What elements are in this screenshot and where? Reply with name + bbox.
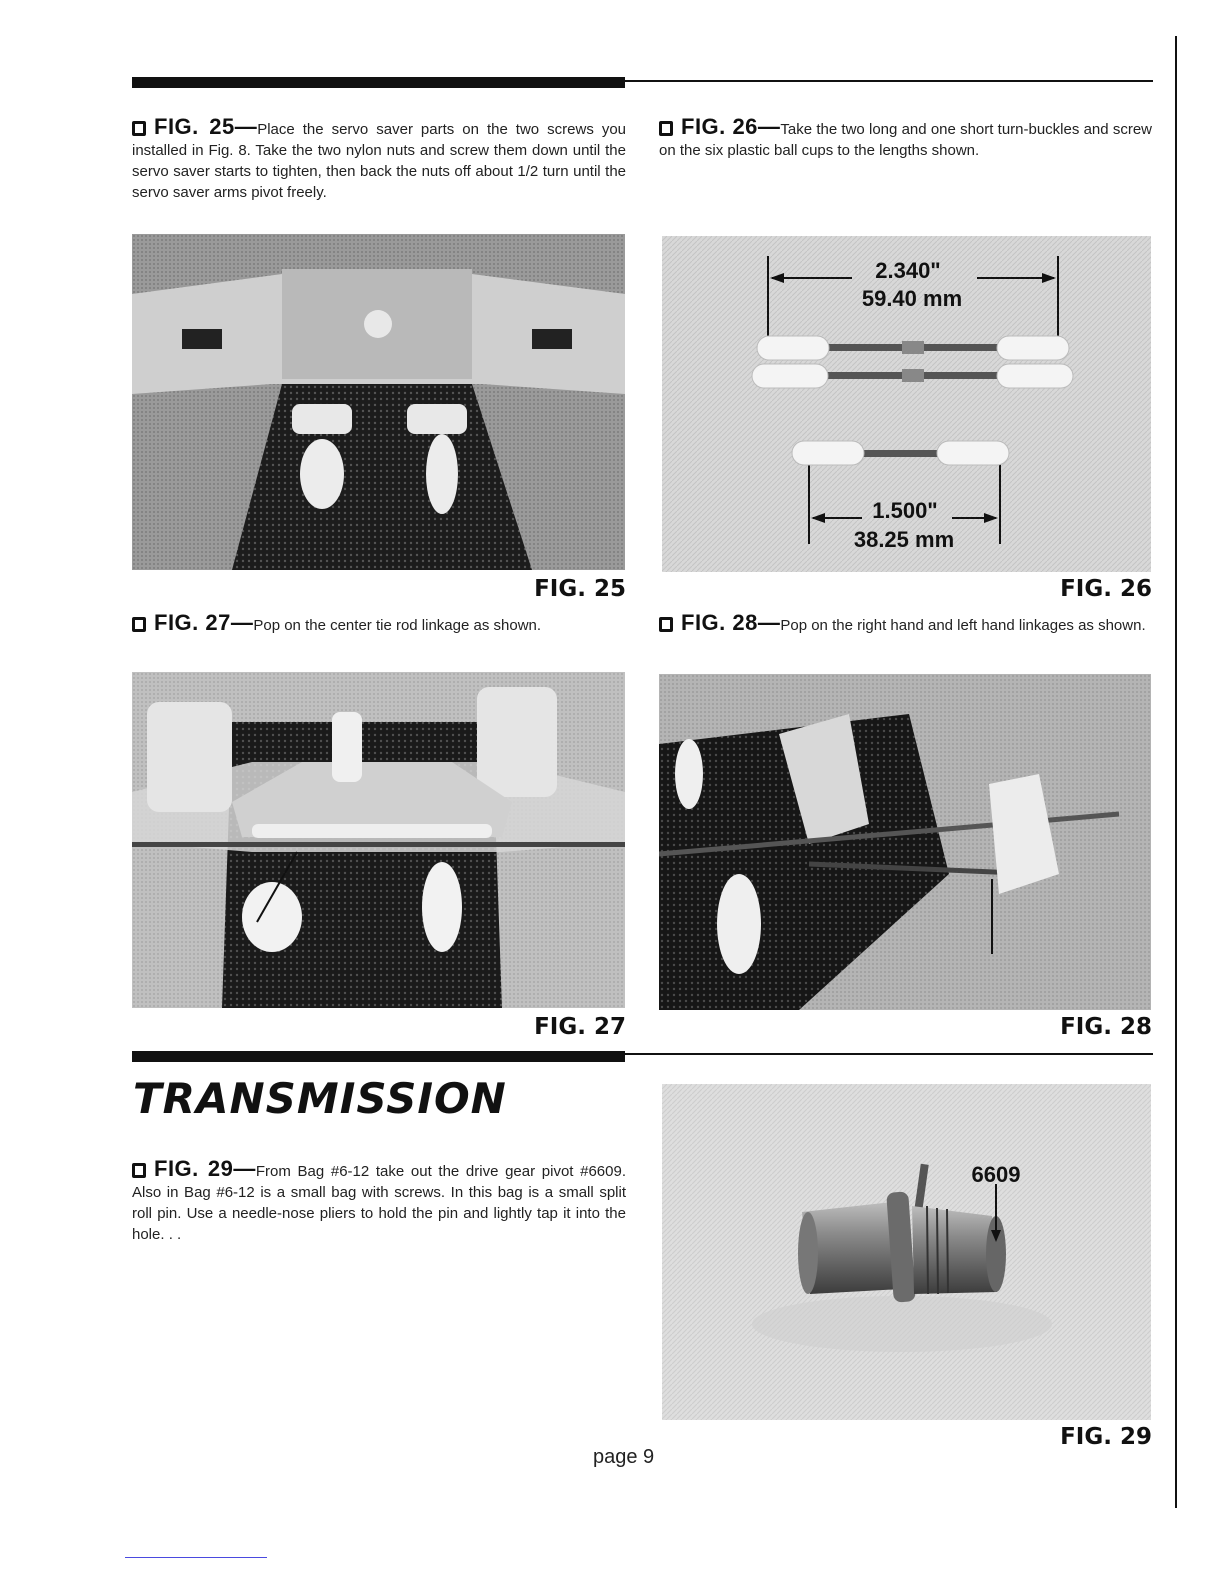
section-thin-rule	[625, 1053, 1153, 1055]
fig25-instruction	[132, 116, 626, 203]
page-number: page 9	[593, 1446, 655, 1468]
fig29-instruction	[132, 1158, 626, 1245]
fig26-photo	[662, 236, 1151, 572]
fig26-caption: FIG. 26	[1060, 576, 1152, 602]
fig28-caption: FIG. 28	[1060, 1014, 1152, 1040]
fig27-checkbox[interactable]	[132, 617, 146, 632]
fig26-short-inch: 1.500"	[872, 498, 938, 523]
fig25-checkbox[interactable]	[132, 121, 146, 136]
fig29-text: From Bag #6-12 take out the drive gear pivot #6609. Also in Bag #6-12 is a small bag with screws. In this bag is a small split roll pin. Use a needle-nose pliers to hold the pin and lightly tap it into the hole. . .	[132, 1163, 626, 1243]
footer-underline	[125, 1557, 267, 1558]
fig29-caption: FIG. 29	[1060, 1424, 1152, 1450]
section-title: TRANSMISSION	[133, 1074, 507, 1123]
fig26-checkbox[interactable]	[659, 121, 673, 136]
section-thick-rule	[132, 1051, 625, 1062]
fig26-long-mm: 59.40 mm	[861, 286, 963, 311]
right-margin-line	[1175, 36, 1177, 1508]
fig27-text: Pop on the center tie rod linkage as shown.	[253, 617, 542, 634]
fig27-instruction	[132, 612, 626, 636]
fig25-photo	[132, 234, 625, 570]
fig29-tag: FIG. 29—	[154, 1156, 256, 1181]
fig29-photo	[662, 1084, 1151, 1420]
fig28-text: Pop on the right hand and left hand linkages as shown.	[780, 617, 1146, 634]
top-thin-rule	[625, 80, 1153, 82]
fig26-long-inch: 2.340"	[875, 258, 941, 283]
fig28-checkbox[interactable]	[659, 617, 673, 632]
fig25-tag: FIG. 25—	[154, 114, 258, 139]
fig28-tag: FIG. 28—	[681, 610, 781, 635]
fig27-tag: FIG. 27—	[154, 610, 254, 635]
fig26-short-mm: 38.25 mm	[853, 527, 955, 552]
fig27-photo	[132, 672, 625, 1008]
fig25-text: Place the servo saver parts on the two screws you installed in Fig. 8. Take the two nylon nuts and screw them down until the servo saver starts to tighten, then back the nuts off about 1/2 turn until the servo saver arms pivot freely.	[132, 121, 627, 201]
fig26-tag: FIG. 26—	[681, 114, 781, 139]
fig29-part-label: 6609	[971, 1162, 1021, 1187]
fig27-caption: FIG. 27	[534, 1014, 626, 1040]
fig26-instruction	[659, 116, 1152, 161]
top-thick-rule	[132, 77, 625, 88]
fig26-text: Take the two long and one short turn-buckles and screw on the six plastic ball cups to the lengths shown.	[659, 121, 1153, 159]
fig28-instruction	[659, 612, 1152, 636]
fig25-caption: FIG. 25	[534, 576, 626, 602]
fig29-checkbox[interactable]	[132, 1163, 146, 1178]
fig28-photo	[659, 674, 1151, 1010]
